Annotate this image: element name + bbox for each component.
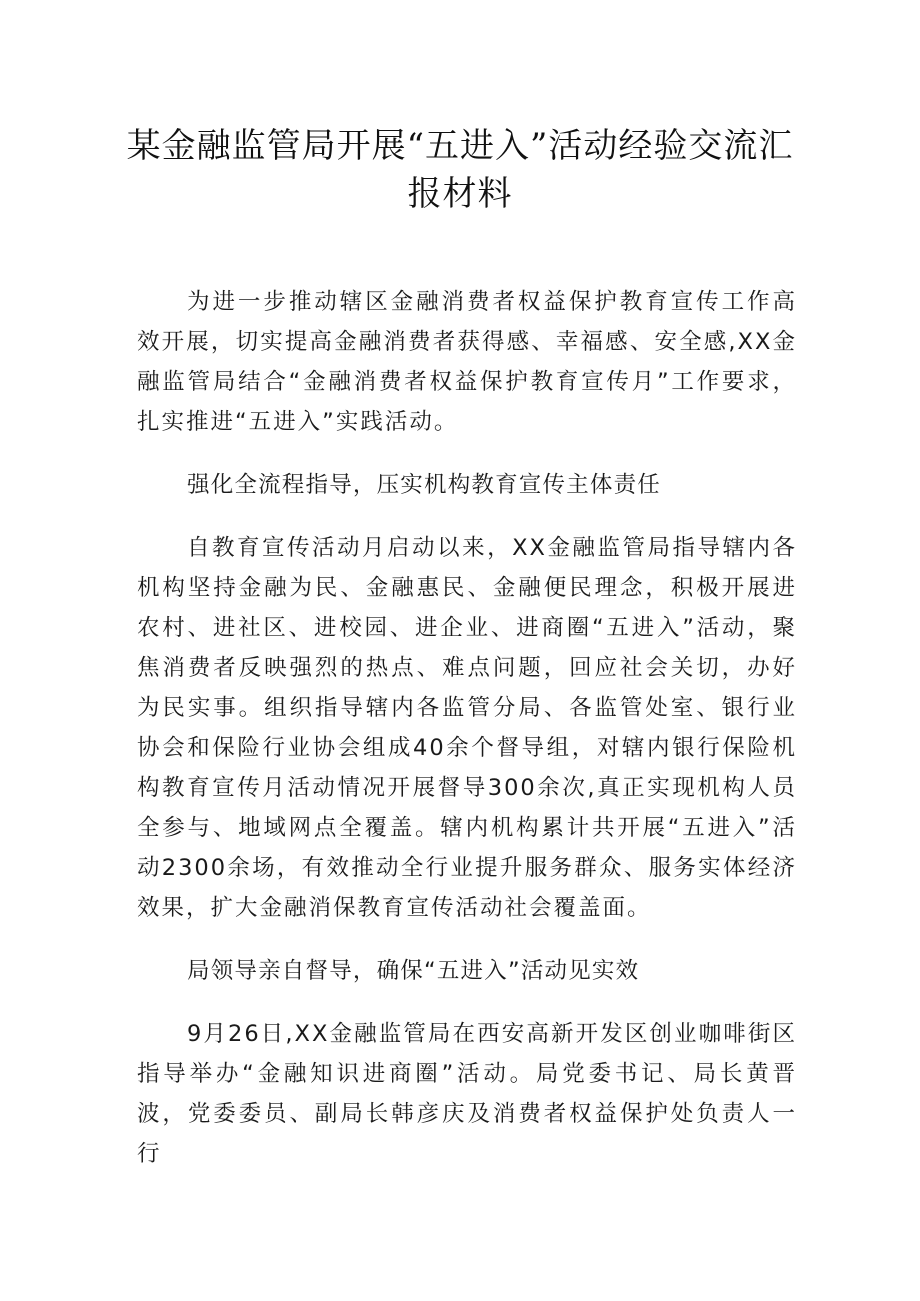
supervision-paragraph: 9月26日,XX金融监管局在西安高新开发区创业咖啡街区指导举办“金融知识进商圈”活动。局党委书记、局长黄晋波，党委委员、副局长韩彦庆及消费者权益保护处负责人一行 bbox=[137, 1021, 797, 1167]
document-title: 某金融监管局开展“五进入”活动经验交流汇报材料 bbox=[126, 126, 794, 214]
guidance-paragraph: 自教育宣传活动月启动以来，XX金融监管局指导辖内各机构坚持金融为民、金融惠民、金融便民理念，积极开展进农村、进社区、进校园、进企业、进商圈“五进入”活动，聚焦消费者反映强烈的热点、难点问题，回应社会关切，办好为民实事。组织指导辖内各监管分局、各监管处室、银行业协会和保险行业协会组成40余个督导组，对辖内银行保险机构教育宣传月活动情况开展督导300余次,真正实现机构人员全参与、地域网点全覆盖。辖内机构累计共开展“五进入”活动2300余场，有效推动全行业提升服务群众、服务实体经济效果，扩大金融消保教育宣传活动社会覆盖面。 bbox=[137, 535, 797, 921]
intro-paragraph: 为进一步推动辖区金融消费者权益保护教育宣传工作高效开展，切实提高金融消费者获得感、幸福感、安全感,XX金融监管局结合“金融消费者权益保护教育宣传月”工作要求，扎实推进“五进入”实践活动。 bbox=[137, 289, 797, 435]
section-heading-supervision: 局领导亲自督导，确保“五进入”活动见实效 bbox=[187, 958, 640, 984]
document-body bbox=[137, 282, 797, 1197]
section-heading-guidance: 强化全流程指导，压实机构教育宣传主体责任 bbox=[187, 472, 662, 498]
